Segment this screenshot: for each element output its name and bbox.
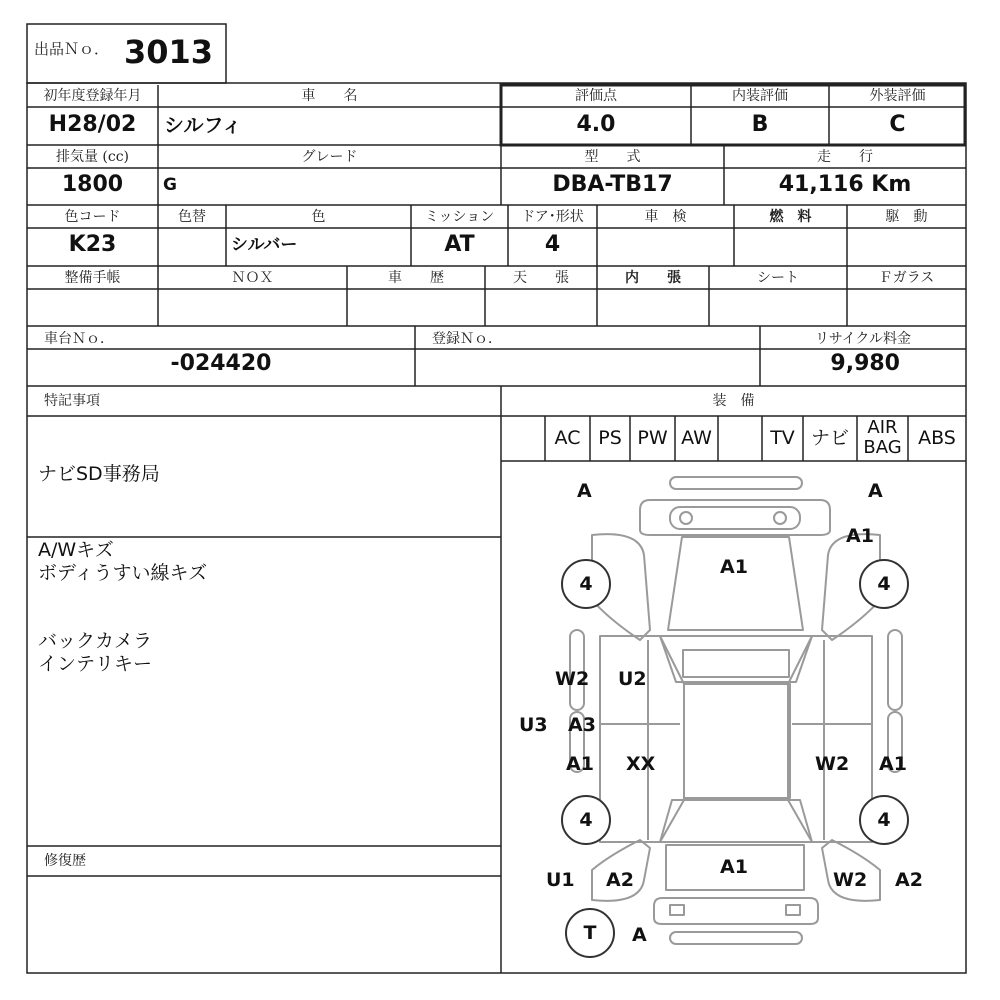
note-line-5: インテリキー (38, 653, 153, 675)
equip-ps: PS (598, 427, 622, 449)
note-line-2: A/Wキズ (38, 539, 114, 561)
equip-tv: TV (770, 427, 795, 449)
color-code-value: K23 (68, 232, 117, 257)
mark-right-rear-1: W2 (815, 753, 850, 775)
inspection-label: 車 検 (644, 209, 687, 225)
mileage-value: 41,116 Km (778, 172, 912, 197)
tire-front-left: 4 (561, 559, 611, 609)
mileage-label: 走 行 (817, 149, 873, 165)
note-line-1: ナビSD事務局 (38, 463, 160, 485)
mark-left-front-door-2: U2 (618, 668, 647, 690)
equip-navi: ナビ (810, 427, 849, 449)
mark-right-rear-2: A1 (879, 753, 907, 775)
mark-left-rear: A1 (566, 753, 594, 775)
model-value: DBA-TB17 (552, 172, 673, 197)
equip-ac: AC (554, 427, 581, 449)
reg-date-label: 初年度登録年月 (43, 88, 142, 104)
history-label: 車 歴 (388, 270, 444, 286)
ceiling-label: 天 張 (513, 270, 569, 286)
notes-label: 特記事項 (44, 393, 100, 409)
interior-trim-label: 内 張 (625, 270, 681, 286)
roof-outline (684, 684, 790, 798)
registration-label: 登録Ｎｏ． (432, 331, 502, 347)
glass-label: Ｆガラス (878, 270, 935, 286)
mark-roof: XX (626, 753, 656, 775)
hood-outline (668, 537, 803, 630)
equip-aw: AW (681, 427, 712, 449)
displacement-value: 1800 (61, 172, 124, 197)
recycle-label: リサイクル料金 (814, 331, 912, 347)
maintenance-label: 整備手帳 (64, 270, 121, 286)
mark-left-pillar-2: A3 (568, 714, 596, 736)
door-value: 4 (544, 232, 561, 257)
mark-rear-left-1: U1 (546, 869, 575, 891)
repaint-label: 色替 (178, 209, 206, 225)
seat-label: シート (757, 270, 799, 286)
chassis-label: 車台Ｎｏ． (44, 331, 114, 347)
model-label: 型 式 (584, 149, 641, 165)
mark-right-front-fender: A1 (846, 525, 874, 547)
score-value: 4.0 (576, 112, 616, 137)
tire-rear-left: 4 (561, 795, 611, 845)
mark-left-pillar-1: U3 (519, 714, 548, 736)
chassis-value: -024420 (170, 351, 272, 376)
tire-rear-right: 4 (859, 795, 909, 845)
mission-value: AT (444, 232, 475, 257)
rear-bumper-outline (654, 898, 818, 924)
interior-grade-value: B (751, 112, 769, 137)
reg-date-value: H28/02 (48, 112, 137, 137)
color-code-label: 色コード (64, 209, 121, 225)
car-name-label: 車 名 (301, 88, 358, 104)
car-name-value: シルフィ (164, 113, 242, 137)
grade-value: G (163, 175, 177, 195)
color-label: 色 (311, 209, 326, 225)
exterior-grade-label: 外装評価 (869, 88, 926, 104)
equip-pw: PW (637, 427, 668, 449)
spare-tire-mark: T (565, 908, 615, 958)
mission-label: ミッション (424, 209, 495, 225)
mark-rear-left-2: A2 (606, 869, 634, 891)
note-line-4: バックカメラ (38, 630, 153, 652)
displacement-label: 排気量 (cc) (55, 149, 130, 165)
mark-left-front-door-1: W2 (555, 668, 590, 690)
rear-window-outline (660, 800, 812, 842)
mark-rear-right-2: A2 (895, 869, 923, 891)
fuel-label: 燃 料 (769, 209, 812, 225)
lot-number: 3013 (124, 33, 214, 71)
interior-grade-label: 内装評価 (732, 88, 788, 104)
lot-label: 出品Ｎｏ． (34, 40, 110, 58)
equipment-label: 装 備 (712, 393, 755, 409)
mark-front-right: A (868, 480, 883, 502)
nox-label: ＮＯＸ (231, 270, 274, 286)
drive-label: 駆 動 (885, 209, 928, 225)
note-line-3: ボディうすい線キズ (38, 562, 208, 584)
mark-trunk: A1 (720, 856, 748, 878)
mark-rear-bumper: A (632, 924, 647, 946)
recycle-value: 9,980 (830, 351, 900, 376)
mark-front-left: A (577, 480, 592, 502)
mark-rear-right-1: W2 (833, 869, 868, 891)
exterior-grade-value: C (889, 112, 906, 137)
repair-label: 修復歴 (44, 853, 86, 869)
score-label: 評価点 (575, 88, 617, 104)
tire-front-right: 4 (859, 559, 909, 609)
color-value: シルバー (231, 235, 298, 255)
equip-abs: ABS (918, 427, 956, 449)
equip-airbag: AIR BAG (863, 417, 902, 458)
door-label: ドア･形状 (521, 209, 584, 225)
front-bumper-outline (670, 477, 802, 489)
mark-hood: A1 (720, 556, 748, 578)
grade-label: グレード (301, 149, 358, 165)
